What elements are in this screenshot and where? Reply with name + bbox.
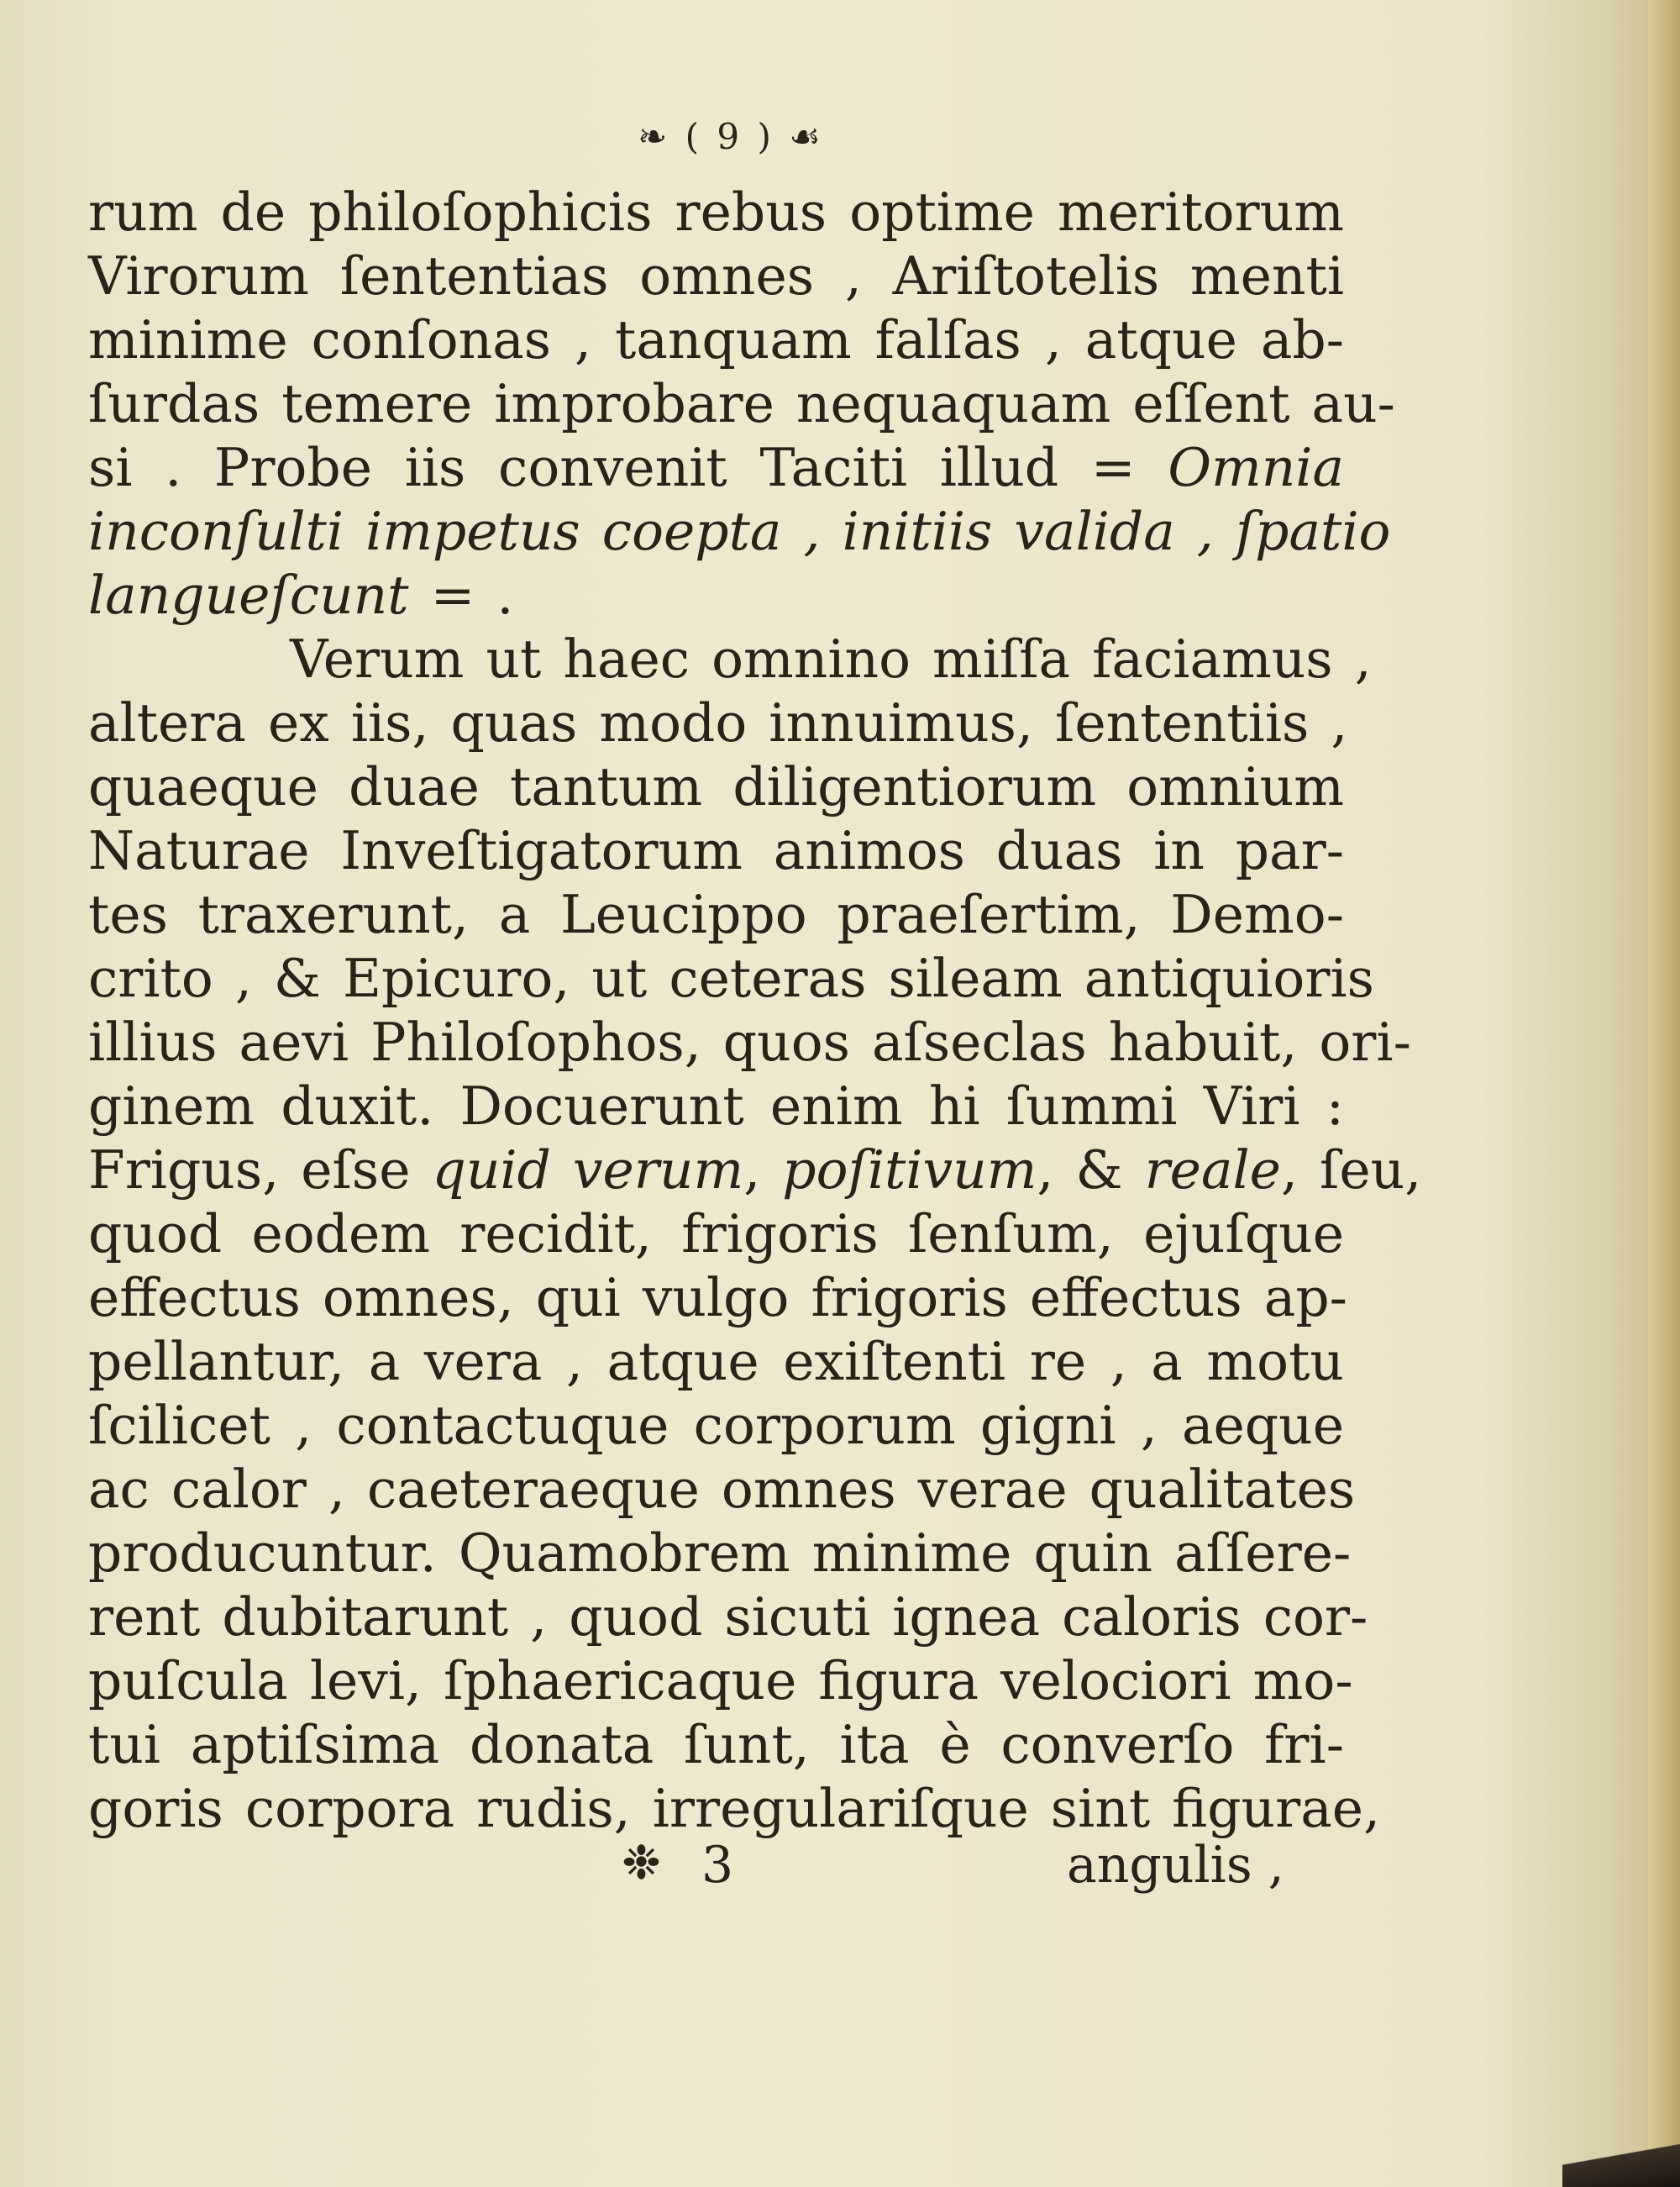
ornament-left-icon: ❧	[638, 116, 671, 157]
running-head	[588, 116, 874, 157]
text-line: Verum ut haec omnino miſſa faciamus ,	[290, 628, 1372, 690]
signature-ornament-icon: ❉	[622, 1836, 661, 1890]
text-line: ſurdas temere improbare nequaquam eſſent au-	[88, 373, 1395, 434]
corner-shadow	[1562, 2111, 1680, 2187]
text-line: crito , & Epicuro, ut ceteras sileam antiquioris	[88, 948, 1374, 1009]
page-number: ( 9 )	[685, 116, 774, 157]
page-edge	[1648, 0, 1680, 2187]
italic-run: poſitivum	[782, 1139, 1037, 1201]
footer	[88, 1836, 1344, 1903]
text-line: altera ex iis, quas modo innuimus, ſententiis ,	[88, 692, 1348, 754]
text-line: Naturae Inveſtigatorum animos duas in par-	[88, 820, 1344, 881]
text-line	[88, 1138, 1422, 1202]
text-line: tes traxerunt, a Leucippo praeſertim, Demo-	[88, 884, 1344, 945]
body-text	[88, 181, 1422, 1841]
text-run: si . Probe iis convenit Taciti illud =	[88, 437, 1168, 498]
text-line: goris corpora rudis, irregulariſque sint figurae,	[88, 1778, 1381, 1839]
text-line	[88, 564, 1344, 628]
text-line: ac calor , caeteraeque omnes verae qualitates	[88, 1459, 1356, 1520]
text-run: , ſeu,	[1280, 1139, 1422, 1201]
text-line: effectus omnes, qui vulgo frigoris effectus ap-	[88, 1267, 1347, 1328]
text-line: minime conſonas , tanquam falſas , atque ab-	[88, 309, 1344, 371]
italic-run: langueſcunt	[88, 565, 409, 626]
italic-run: Omnia	[1168, 437, 1344, 498]
text-line: quaeque duae tantum diligentiorum omnium	[88, 756, 1344, 817]
italic-run: quid verum	[432, 1139, 744, 1201]
text-line: rent dubitarunt , quod sicuti ignea caloris cor-	[88, 1586, 1368, 1648]
text-run: Frigus, eſse	[88, 1139, 433, 1201]
text-line: pellantur, a vera , atque exiſtenti re , a motu	[88, 1331, 1344, 1392]
catchword: angulis ,	[1067, 1836, 1284, 1895]
text-line: ſcilicet , contactuque corporum gigni , aeque	[88, 1395, 1344, 1456]
text-line: quod eodem recidit, frigoris ſenſum, ejuſque	[88, 1203, 1344, 1264]
text-line: ginem duxit. Docuerunt enim hi ſummi Viri :	[88, 1075, 1344, 1137]
text-line: inconſulti impetus coepta , initiis valida , ſpatio	[88, 501, 1391, 562]
ornament-right-icon: ☙	[789, 116, 824, 157]
signature-mark: 3	[701, 1836, 734, 1895]
text-run: ,	[743, 1139, 783, 1201]
text-line: rum de philoſophicis rebus optime meritorum	[88, 181, 1344, 243]
text-line: puſcula levi, ſphaericaque figura velociori mo-	[88, 1650, 1353, 1711]
text-line: illius aevi Philoſophos, quos aſseclas habuit, ori-	[88, 1012, 1411, 1073]
text-line: producuntur. Quamobrem minime quin aſſere-	[88, 1522, 1352, 1584]
text-run: , &	[1037, 1139, 1145, 1201]
text-line	[88, 436, 1344, 500]
text-line: tui aptiſsima donata ſunt, ita è converſo fri-	[88, 1714, 1344, 1775]
text-run: = .	[408, 565, 514, 626]
italic-run: reale	[1144, 1139, 1281, 1201]
text-line: Virorum ſententias omnes , Ariſtotelis menti	[88, 245, 1344, 307]
